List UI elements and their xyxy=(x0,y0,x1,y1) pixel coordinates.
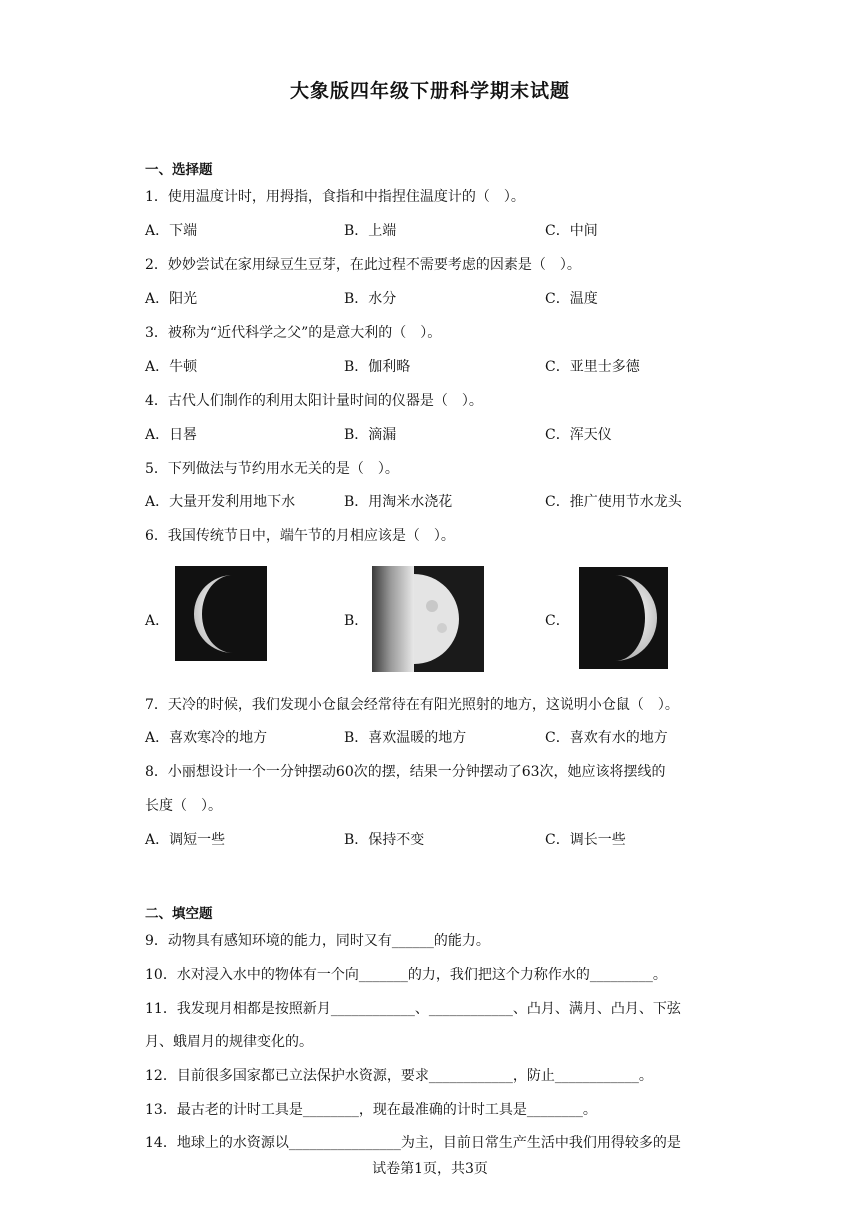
question-8-stem-continued: 长度（ ）。 xyxy=(145,798,222,814)
waning-crescent-moon-image xyxy=(579,567,668,669)
q6-option-b-label: B． xyxy=(344,613,369,629)
question-2-stem: 2．妙妙尝试在家用绿豆生豆芽，在此过程不需要考虑的因素是（ ）。 xyxy=(145,257,581,273)
q8-option-a: A．调短一些 xyxy=(145,832,226,848)
q7-option-c: C．喜欢有水的地方 xyxy=(545,730,668,746)
q1-option-b: B．上端 xyxy=(344,223,397,239)
fill-question-14: 14．地球上的水资源以________________为主，目前日常生产生活中我们用得较多的是 xyxy=(145,1135,681,1151)
fill-question-10: 10．水对浸入水中的物体有一个向_______的力，我们把这个力称作水的_________。 xyxy=(145,967,667,983)
question-1-stem: 1．使用温度计时，用拇指，食指和中指捏住温度计的（ ）。 xyxy=(145,189,525,205)
crescent-moon-icon xyxy=(579,567,668,669)
question-6-stem: 6．我国传统节日中，端午节的月相应该是（ ）。 xyxy=(145,528,455,544)
q4-option-c: C．浑天仪 xyxy=(545,427,612,443)
q4-option-a: A．日晷 xyxy=(145,427,198,443)
q5-option-a: A．大量开发利用地下水 xyxy=(145,494,296,510)
q8-option-b: B．保持不变 xyxy=(344,832,425,848)
fill-question-13: 13．最古老的计时工具是________，现在最准确的计时工具是________。 xyxy=(145,1102,597,1118)
q3-option-a: A．牛顿 xyxy=(145,359,198,375)
fill-question-11-continued: 月、蛾眉月的规律变化的。 xyxy=(145,1034,313,1050)
q2-option-b: B．水分 xyxy=(344,291,397,307)
document-title: 大象版四年级下册科学期末试题 xyxy=(289,80,570,102)
q7-option-a: A．喜欢寒冷的地方 xyxy=(145,730,268,746)
q8-option-c: C．调长一些 xyxy=(545,832,626,848)
half-moon-icon xyxy=(372,566,484,672)
q2-option-a: A．阳光 xyxy=(145,291,198,307)
question-4-stem: 4．古代人们制作的利用太阳计量时间的仪器是（ ）。 xyxy=(145,393,483,409)
question-3-stem: 3．被称为“近代科学之父”的是意大利的（ ）。 xyxy=(145,325,442,341)
question-5-stem: 5．下列做法与节约用水无关的是（ ）。 xyxy=(145,461,399,477)
q2-option-c: C．温度 xyxy=(545,291,598,307)
q6-option-c-label: C． xyxy=(545,613,570,629)
waxing-crescent-moon-image xyxy=(175,566,267,661)
q3-option-b: B．伽利略 xyxy=(344,359,411,375)
question-7-stem: 7．天冷的时候，我们发现小仓鼠会经常待在有阳光照射的地方，这说明小仓鼠（ ）。 xyxy=(145,697,679,713)
fill-question-9: 9．动物具有感知环境的能力，同时又有______的能力。 xyxy=(145,933,490,949)
q1-option-c: C．中间 xyxy=(545,223,598,239)
q5-option-b: B．用淘米水浇花 xyxy=(344,494,453,510)
q3-option-c: C．亚里士多德 xyxy=(545,359,640,375)
q6-option-a-label: A． xyxy=(145,613,170,629)
section-heading-choice: 一、选择题 xyxy=(145,162,213,178)
question-8-stem: 8．小丽想设计一个一分钟摆动60次的摆，结果一分钟摆动了63次，她应该将摆线的 xyxy=(145,764,666,780)
first-quarter-moon-image xyxy=(372,566,484,672)
q7-option-b: B．喜欢温暖的地方 xyxy=(344,730,467,746)
fill-question-12: 12．目前很多国家都已立法保护水资源，要求____________，防止____________。 xyxy=(145,1068,653,1084)
page-footer: 试卷第1页，共3页 xyxy=(372,1161,488,1177)
crescent-moon-icon xyxy=(175,566,267,661)
fill-question-11: 11．我发现月相都是按照新月____________、____________、凸月、满月、凸月、下弦 xyxy=(145,1001,681,1017)
section-heading-fill: 二、填空题 xyxy=(145,906,213,922)
q5-option-c: C．推广使用节水龙头 xyxy=(545,494,682,510)
q4-option-b: B．滴漏 xyxy=(344,427,397,443)
q1-option-a: A．下端 xyxy=(145,223,198,239)
